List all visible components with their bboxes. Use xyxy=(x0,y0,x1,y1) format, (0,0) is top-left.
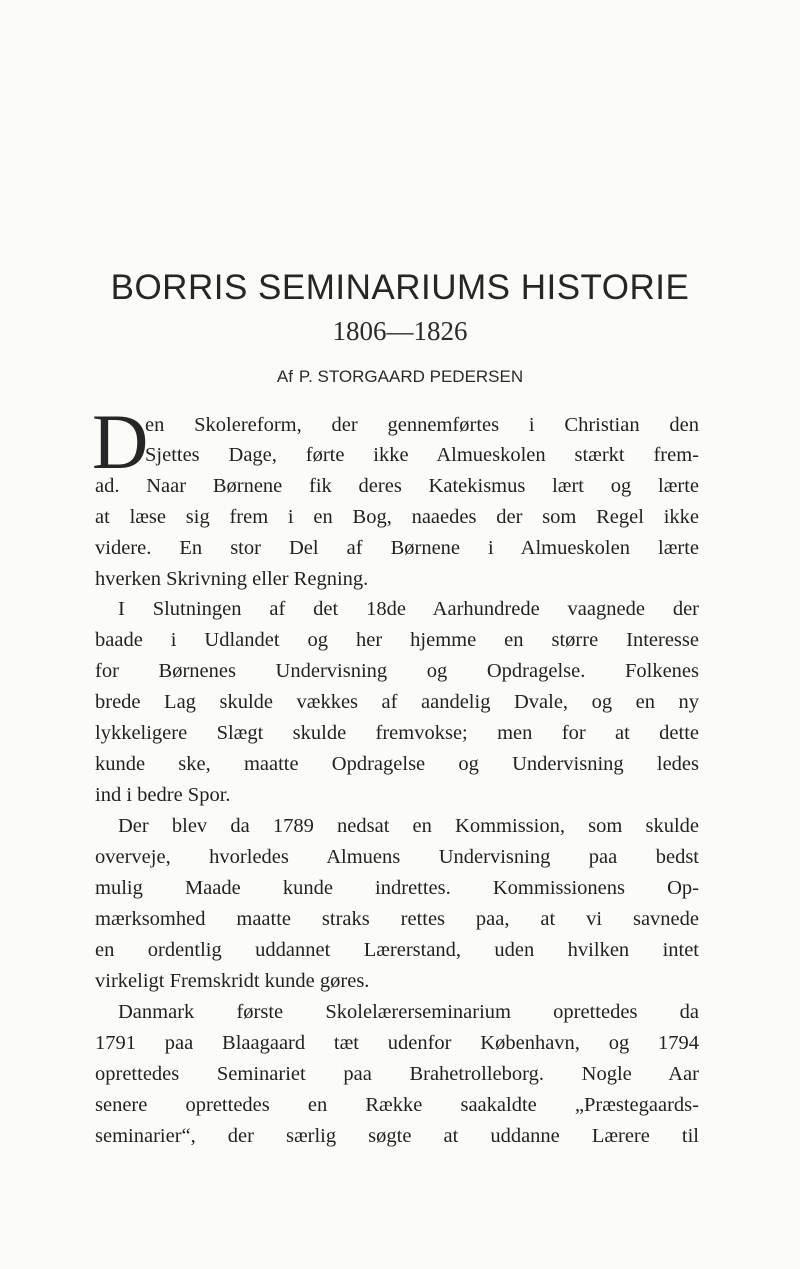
text-line: Der blev da 1789 nedsat en Kommission, som skulde xyxy=(118,815,699,837)
text-line: mulig Maade kunde indrettes. Kommissionens Op- xyxy=(95,877,699,899)
article-years: 1806—1826 xyxy=(332,316,468,346)
article-title: BORRIS SEMINARIUMS HISTORIE xyxy=(110,268,690,307)
text-line: brede Lag skulde vækkes af aandelig Dvale, og en ny xyxy=(95,691,699,713)
text-line: overveje, hvorledes Almuens Undervisning paa bedst xyxy=(95,846,699,868)
drop-cap: D xyxy=(92,398,149,485)
text-line: en ordentlig uddannet Lærerstand, uden hvilken intet xyxy=(95,939,699,961)
author-name: P. STORGAARD PEDERSEN xyxy=(298,367,524,386)
text-line: Danmark første Skolelærerseminarium oprettedes da xyxy=(118,1001,699,1023)
text-line: seminarier“, der særlig søgte at uddanne Lærere til xyxy=(95,1125,699,1147)
text-line: 1791 paa Blaagaard tæt udenfor København, og 1794 xyxy=(95,1032,699,1054)
article-byline xyxy=(0,367,800,387)
text-line: virkeligt Fremskridt kunde gøres. xyxy=(95,970,370,992)
text-line: ad. Naar Børnene fik deres Katekismus lært og lærte xyxy=(95,475,699,497)
text-line: baade i Udlandet og her hjemme en større Interesse xyxy=(95,629,699,651)
text-line: ind i bedre Spor. xyxy=(95,784,231,806)
text-line: kunde ske, maatte Opdragelse og Undervisning ledes xyxy=(95,753,699,775)
text-line: for Børnenes Undervisning og Opdragelse. Folkenes xyxy=(95,660,699,682)
text-line: senere oprettedes en Række saakaldte „Præstegaards- xyxy=(95,1094,699,1116)
text-line: hverken Skrivning eller Regning. xyxy=(95,568,369,590)
text-line: I Slutningen af det 18de Aarhundrede vaagnede der xyxy=(118,598,699,620)
text-line: en Skolereform, der gennemførtes i Christian den xyxy=(145,414,699,436)
text-line: Sjettes Dage, førte ikke Almueskolen stærkt frem- xyxy=(145,444,699,466)
text-line: lykkeligere Slægt skulde fremvokse; men for at dette xyxy=(95,722,699,744)
author-prefix: Af xyxy=(276,367,293,386)
text-line: oprettedes Seminariet paa Brahetrolleborg. Nogle Aar xyxy=(95,1063,699,1085)
text-line: at læse sig frem i en Bog, naaedes der som Regel ikke xyxy=(95,506,699,528)
text-line: mærksomhed maatte straks rettes paa, at vi savnede xyxy=(95,908,699,930)
text-line: videre. En stor Del af Børnene i Almueskolen lærte xyxy=(95,537,699,559)
